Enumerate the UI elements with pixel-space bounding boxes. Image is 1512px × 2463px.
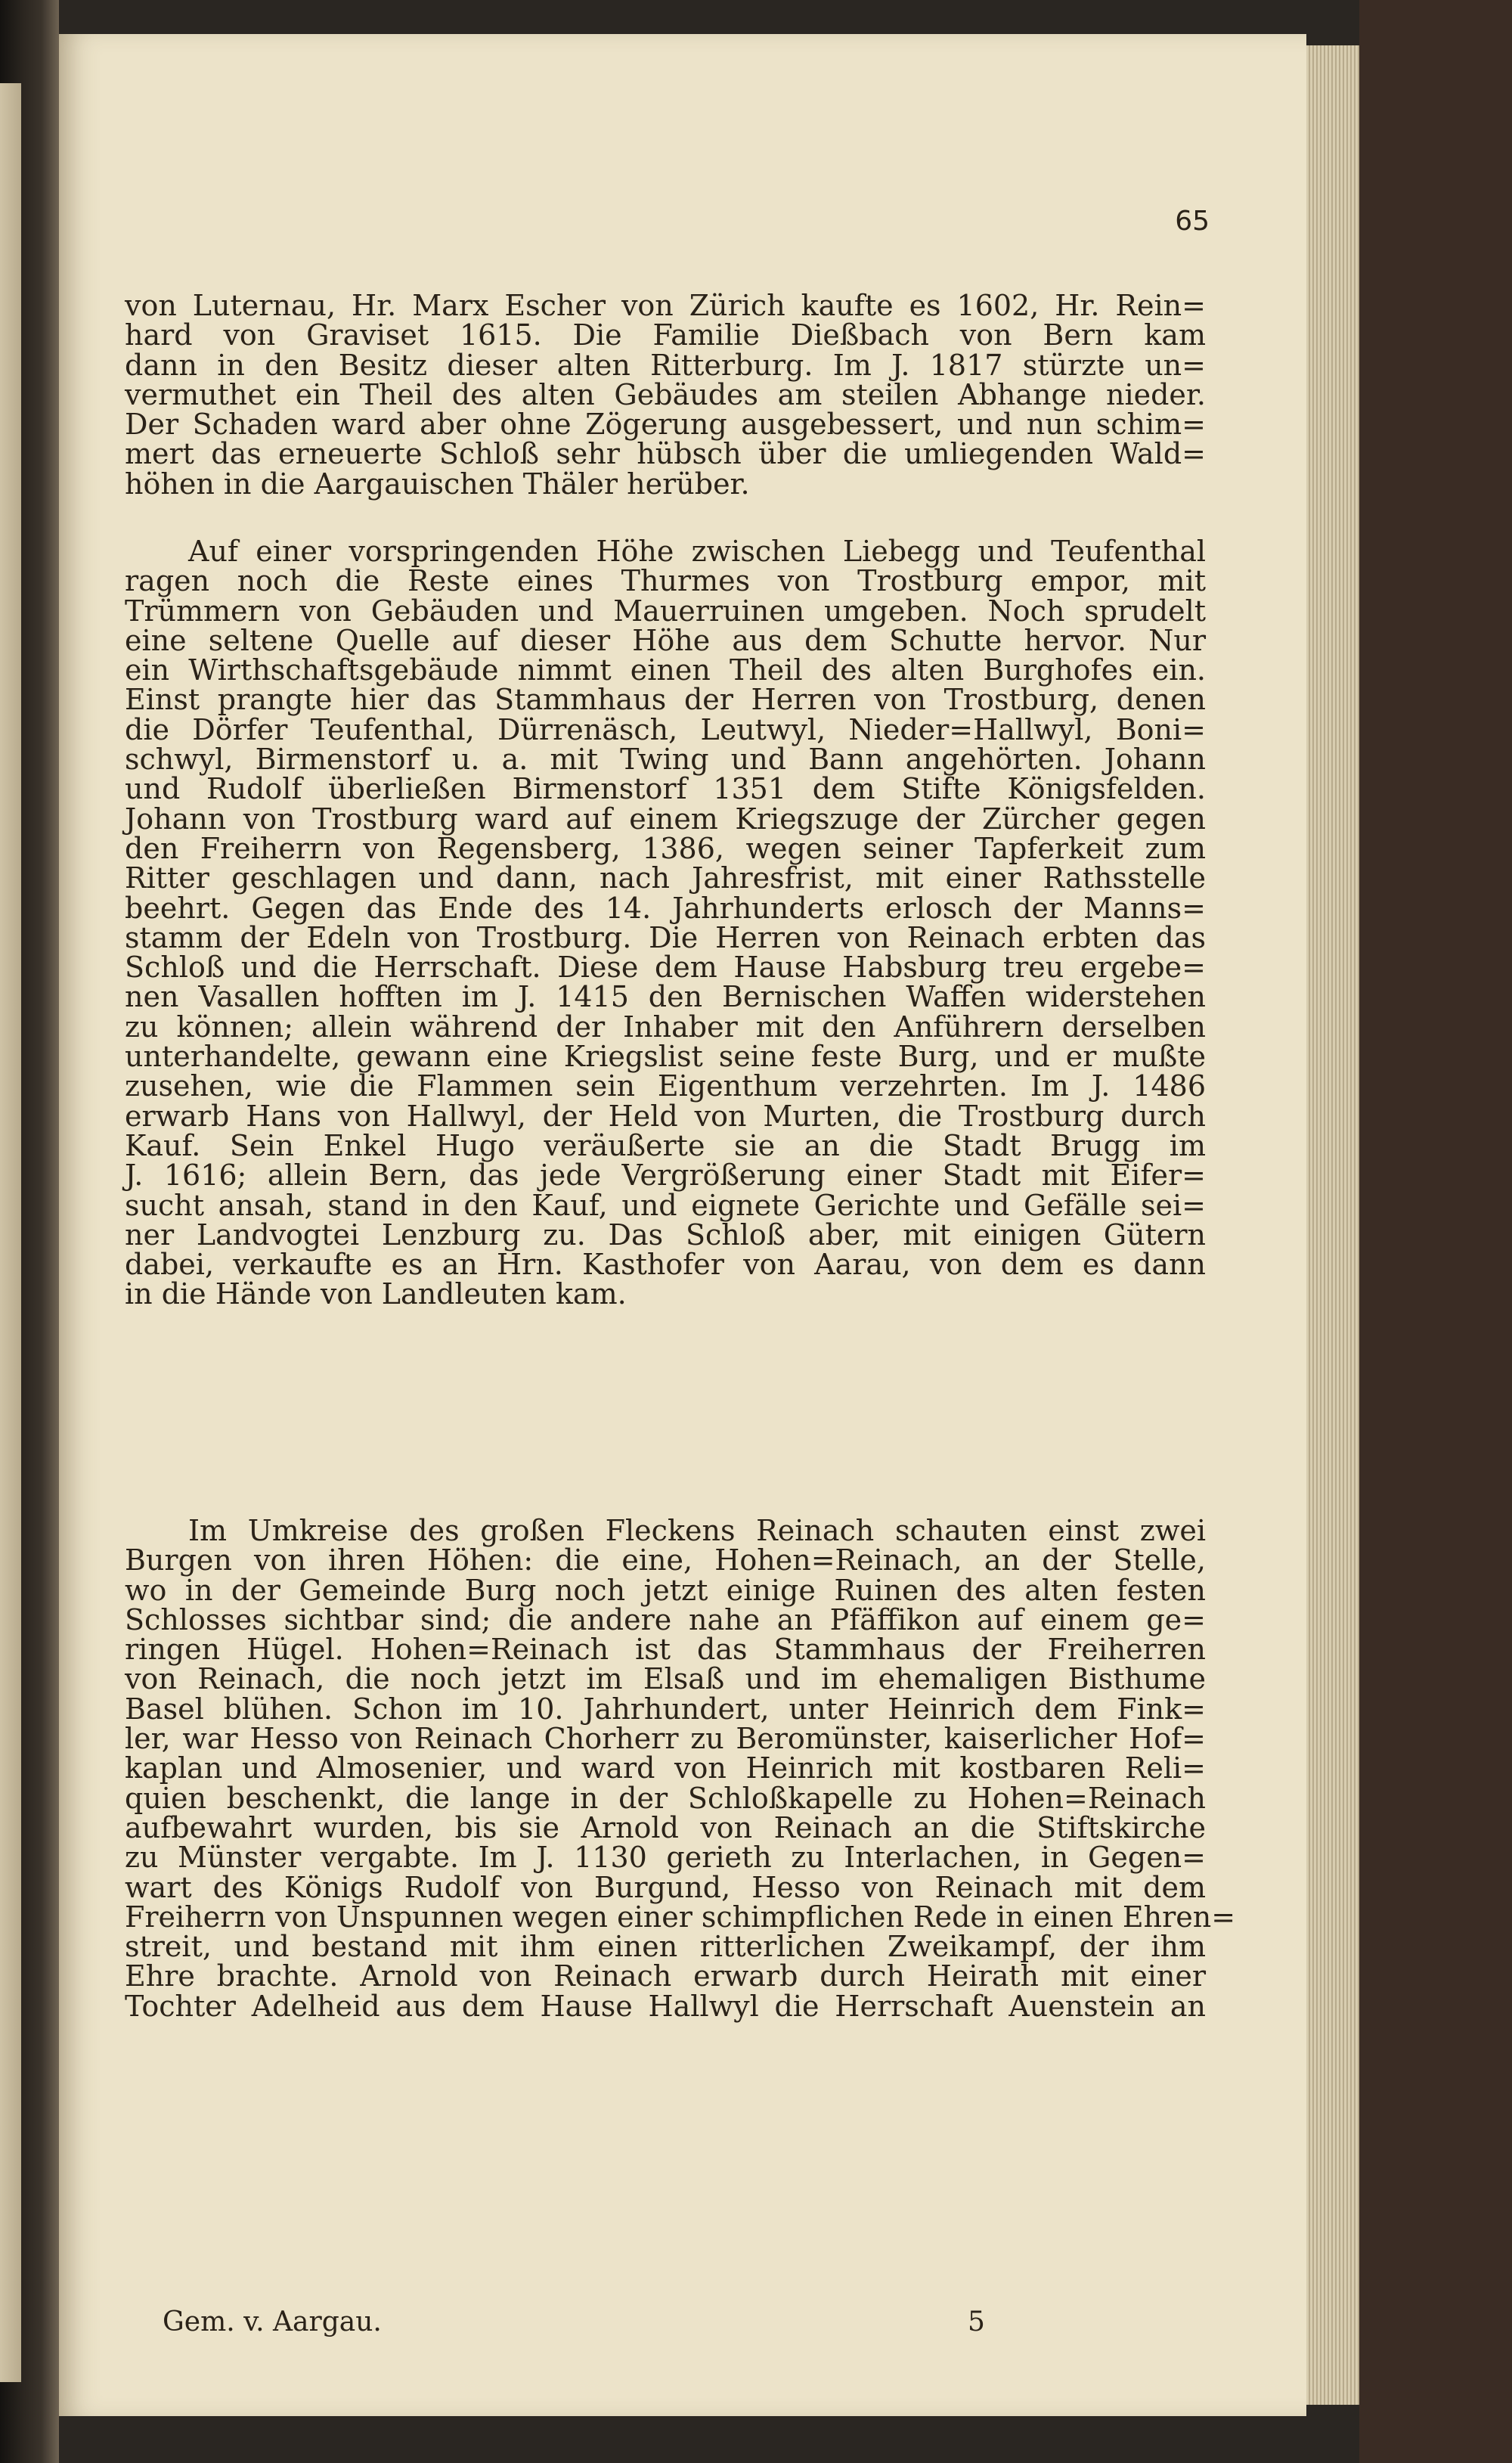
sheet-number: 5 [968,2306,985,2337]
text-line: ein Wirthschaftsgebäude nimmt einen Theil des alten Burghofes ein. [125,653,1206,687]
text-line: und Rudolf überließen Birmenstorf 1351 dem Stifte Königsfelden. [125,772,1206,806]
text-line: kaplan und Almosenier, und ward von Heinrich mit kostbaren Reli= [125,1751,1206,1785]
text-line: Basel blühen. Schon im 10. Jahrhundert, unter Heinrich dem Fink= [125,1692,1206,1726]
book-cover-board [1359,0,1512,2463]
text-line: Schloß und die Herrschaft. Diese dem Hause Habsburg treu ergebe= [125,951,1206,985]
paragraph-1 [125,291,1206,499]
text-line: aufbewahrt wurden, bis sie Arnold von Reinach an die Stiftskirche [125,1810,1206,1844]
text-line: zusehen, wie die Flammen sein Eigenthum verzehrten. Im J. 1486 [125,1069,1206,1103]
text-line: Tochter Adelheid aus dem Hause Hallwyl die Herrschaft Auenstein an [125,1989,1206,2023]
text-line: die Dörfer Teufenthal, Dürrenäsch, Leutwyl, Nieder=Hallwyl, Boni= [125,712,1206,746]
text-line: Einst prangte hier das Stammhaus der Herren von Trostburg, denen [125,683,1206,717]
text-line: eine seltene Quelle auf dieser Höhe aus dem Schutte hervor. Nur [125,623,1206,657]
text-line: Kauf. Sein Enkel Hugo veräußerte sie an die Stadt Brugg im [125,1128,1206,1162]
text-line: wart des Königs Rudolf von Burgund, Hesso von Reinach mit dem [125,1870,1206,1904]
page-edge-stack [1306,45,1359,2405]
text-line: nen Vasallen hofften im J. 1415 den Bernischen Waffen widerstehen [125,980,1206,1014]
paragraph-2 [125,537,1206,1310]
previous-page-edge [0,83,21,2382]
text-line: von Luternau, Hr. Marx Escher von Zürich kaufte es 1602, Hr. Rein= [125,289,1206,322]
text-line: ner Landvogtei Lenzburg zu. Das Schloß aber, mit einigen Gütern [125,1218,1206,1252]
text-line: wo in der Gemeinde Burg noch jetzt einige Ruinen des alten festen [125,1573,1206,1607]
text-line: dann in den Besitz dieser alten Ritterburg. Im J. 1817 stürzte un= [125,348,1206,382]
text-line: unterhandelte, gewann eine Kriegslist seine feste Burg, und er mußte [125,1040,1206,1074]
text-line: Im Umkreise des großen Fleckens Reinach schauten einst zwei [188,1514,1206,1547]
text-line: Schlosses sichtbar sind; die andere nahe an Pfäffikon auf einem ge= [125,1602,1206,1636]
text-line: hard von Graviset 1615. Die Familie Dießbach von Bern kam [125,318,1206,352]
text-line: Freiherrn von Unspunnen wegen einer schimpflichen Rede in einen Ehren= [125,1900,1236,1934]
text-line: stamm der Edeln von Trostburg. Die Herren von Reinach erbten das [125,920,1206,954]
text-line: schwyl, Birmenstorf u. a. mit Twing und Bann angehörten. Johann [125,743,1206,777]
text-line: in die Hände von Landleuten kam. [125,1277,627,1311]
text-line: den Freiherrn von Regensberg, 1386, wegen seiner Tapferkeit zum [125,831,1206,865]
text-line: quien beschenkt, die lange in der Schloßkapelle zu Hohen=Reinach [125,1781,1206,1815]
text-line: Ritter geschlagen und dann, nach Jahresfrist, mit einer Rathsstelle [125,861,1206,895]
page-number: 65 [1175,206,1210,237]
text-line: Auf einer vorspringenden Höhe zwischen Liebegg und Teufenthal [188,535,1206,568]
text-line: streit, und bestand mit ihm einen ritterlichen Zweikampf, der ihm [125,1930,1206,1964]
signature-mark: Gem. v. Aargau. [163,2306,382,2337]
paragraph-3 [125,1514,1236,2023]
text-line: höhen in die Aargauischen Thäler herüber. [125,467,750,501]
text-line: vermuthet ein Theil des alten Gebäudes am steilen Abhange nieder. [125,377,1206,411]
text-line: zu Münster vergabte. Im J. 1130 gerieth zu Interlachen, in Gegen= [125,1841,1206,1875]
text-line: dabei, verkaufte es an Hrn. Kasthofer von Aarau, von dem es dann [125,1248,1206,1282]
text-line: Ehre brachte. Arnold von Reinach erwarb durch Heirath mit einer [125,1959,1206,1993]
text-line: ler, war Hesso von Reinach Chorherr zu Beromünster, kaiserlicher Hof= [125,1722,1206,1756]
text-line: ragen noch die Reste eines Thurmes von Trostburg empor, mit [125,564,1206,598]
text-line: beehrt. Gegen das Ende des 14. Jahrhunderts erlosch der Manns= [125,891,1206,925]
text-line: erwarb Hans von Hallwyl, der Held von Murten, die Trostburg durch [125,1099,1206,1133]
text-line: von Reinach, die noch jetzt im Elsaß und im ehemaligen Bisthume [125,1662,1206,1696]
text-line: Johann von Trostburg ward auf einem Kriegszuge der Zürcher gegen [125,802,1206,836]
text-line: J. 1616; allein Bern, das jede Vergrößerung einer Stadt mit Eifer= [125,1159,1206,1193]
text-line: sucht ansah, stand in den Kauf, und eignete Gerichte und Gefälle sei= [125,1188,1206,1222]
text-line: Burgen von ihren Höhen: die eine, Hohen=Reinach, an der Stelle, [125,1543,1206,1577]
text-line: zu können; allein während der Inhaber mit den Anführern derselben [125,1010,1206,1044]
text-line: Der Schaden ward aber ohne Zögerung ausgebessert, und nun schim= [125,408,1206,442]
text-line: Trümmern von Gebäuden und Mauerruinen umgeben. Noch sprudelt [125,594,1206,628]
text-line: mert das erneuerte Schloß sehr hübsch über die umliegenden Wald= [125,437,1206,471]
text-line: ringen Hügel. Hohen=Reinach ist das Stammhaus der Freiherren [125,1633,1206,1667]
